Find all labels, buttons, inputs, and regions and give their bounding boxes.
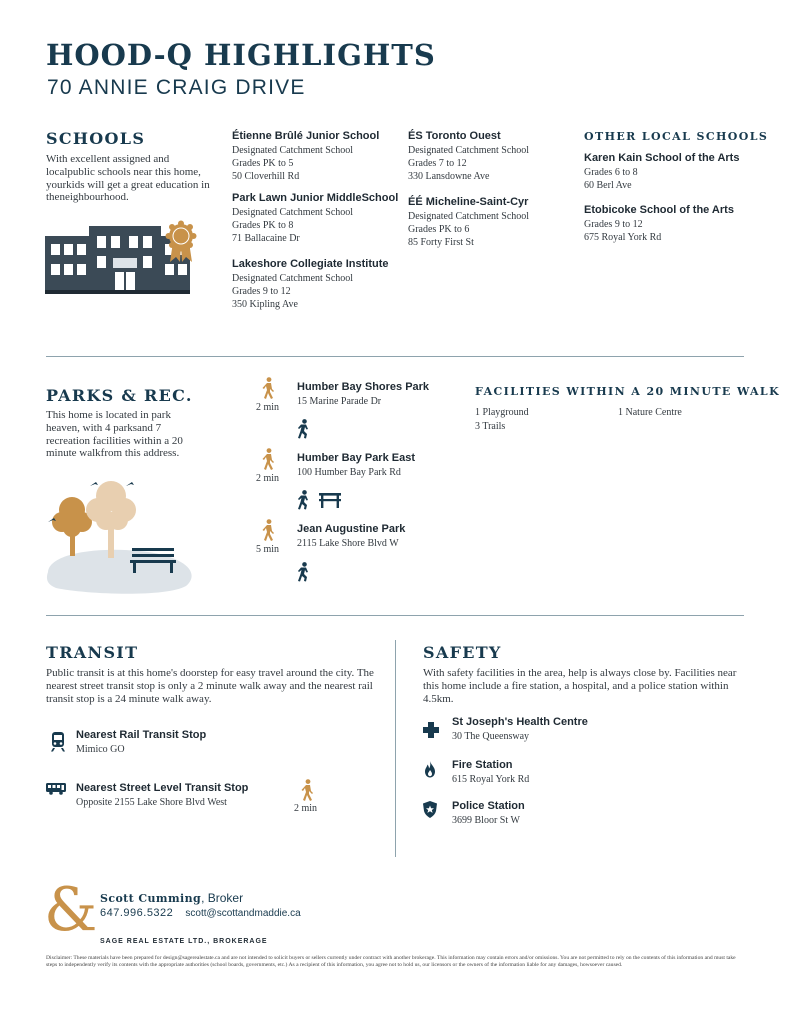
school-park-lawn: Park Lawn Junior MiddleSchool Designated Catchment School Grades PK to 8 71 Ballacaine Dr	[232, 192, 402, 245]
transit-heading: TRANSIT	[46, 643, 139, 662]
trail-runner-icon	[296, 490, 310, 510]
school-karen-kain: Karen Kain School of the Arts Grades 6 to 8 60 Berl Ave	[584, 152, 754, 192]
park-name: Humber Bay Shores Park	[297, 381, 430, 393]
trail-runner-icon	[296, 562, 310, 582]
parks-heading: PARKS & REC.	[46, 386, 193, 405]
park-jean-augustine	[297, 523, 467, 550]
school-es-toronto-ouest: ÉS Toronto Ouest Designated Catchment School Grades 7 to 12 330 Lansdowne Ave	[408, 130, 578, 183]
park-name: Jean Augustine Park	[297, 523, 406, 535]
section-divider	[46, 615, 744, 616]
section-divider	[46, 356, 744, 357]
school-ee-micheline: ÉÉ Micheline-Saint-Cyr Designated Catchment School Grades PK to 6 85 Forty First St	[408, 196, 578, 249]
safety-description: With safety facilities in the area, help is always close by. Facilities near this home include a fire station, a hospital, and a police station within 4.5km.	[423, 667, 737, 705]
rail-stop-label: Nearest Rail Transit Stop	[76, 729, 207, 741]
property-address: 70 ANNIE CRAIG DRIVE	[47, 76, 306, 99]
school-name: ÉS Toronto Ouest	[408, 130, 501, 142]
safety-address: 3699 Bloor St W	[452, 815, 520, 826]
train-icon	[50, 732, 66, 752]
other-schools-heading: OTHER LOCAL SCHOOLS	[584, 130, 769, 143]
walk-icon	[260, 519, 276, 541]
school-name: ÉÉ Micheline-Saint-Cyr	[408, 196, 529, 208]
street-stop-label: Nearest Street Level Transit Stop	[76, 782, 249, 794]
school-name: Etobicoke School of the Arts	[584, 204, 734, 216]
transit-description: Public transit is at this home's doorstep for easy travel around the city. The nearest street transit stop is only a 2 minute walk away and the nearest rail transit stop is a 24 minute walk away.	[46, 667, 374, 705]
police-badge-icon	[423, 801, 437, 818]
agent-email[interactable]: scott@scottandmaddie.ca	[185, 908, 301, 919]
agent-name: Scott Cumming	[100, 892, 202, 905]
walk-time: 2 min	[256, 473, 280, 484]
walk-time: 2 min	[256, 402, 280, 413]
school-name: Karen Kain School of the Arts	[584, 152, 740, 164]
nearest-rail-stop	[76, 729, 376, 756]
street-stop-value: Opposite 2155 Lake Shore Blvd West	[76, 797, 227, 808]
school-etienne-brule: Étienne Brûlé Junior School Designated Catchment School Grades PK to 5 50 Cloverhill Rd	[232, 130, 402, 183]
safety-name: Fire Station	[452, 759, 513, 771]
park-address: 2115 Lake Shore Blvd W	[297, 538, 399, 549]
safety-address: 615 Royal York Rd	[452, 774, 530, 785]
hospital-cross-icon	[423, 722, 439, 738]
parks-description: This home is located in park heaven, with 4 parksand 7 recreation facilities within a 20 minute walkfrom this address.	[46, 409, 183, 460]
facility-playground: 1 Playground	[475, 407, 529, 418]
walk-time: 5 min	[256, 544, 280, 555]
bus-icon	[46, 783, 66, 795]
school-etobicoke-arts: Etobicoke School of the Arts Grades 9 to 12 675 Royal York Rd	[584, 204, 754, 244]
walk-icon	[299, 779, 315, 801]
agent-title: , Broker	[201, 891, 244, 905]
safety-heading: SAFETY	[423, 643, 502, 662]
facility-trails: 3 Trails	[475, 421, 506, 432]
disclaimer: Disclaimer: These materials have been prepared for design@sagerealestate.ca and are not intended to solicit buyers or sellers currently under contract with another brokerage. This information may contain errors and/or omissions. You are not permitted to rely on the contents of this information and must take steps to independently verify its contents with the appropriate authorities (school boards, governments, etc.) As a recipient of this information, you agree not to hold us, our licensors or the owners of the information liable for any damages, howsoever caused.	[46, 955, 736, 969]
park-trees-icon	[44, 474, 200, 594]
ampersand-logo-icon: &	[44, 875, 98, 945]
park-address: 15 Marine Parade Dr	[297, 396, 382, 407]
page-title: HOOD-Q HIGHLIGHTS	[46, 38, 436, 72]
school-name: Lakeshore Collegiate Institute	[232, 258, 389, 270]
facilities-heading: FACILITIES WITHIN A 20 MINUTE WALK	[475, 385, 781, 398]
school-name: Park Lawn Junior MiddleSchool	[232, 192, 399, 204]
agent-line	[100, 891, 243, 906]
park-name: Humber Bay Park East	[297, 452, 415, 464]
safety-name: Police Station	[452, 800, 525, 812]
walk-icon	[260, 377, 276, 399]
safety-police-station	[452, 800, 742, 827]
safety-name: St Joseph's Health Centre	[452, 716, 588, 728]
award-seal-icon	[164, 220, 198, 264]
agent-contact	[100, 907, 301, 919]
nearest-street-stop	[76, 782, 296, 809]
walk-time: 2 min	[294, 803, 318, 814]
school-name: Étienne Brûlé Junior School	[232, 130, 380, 142]
park-humber-bay-shores	[297, 381, 467, 408]
rail-stop-value: Mimico GO	[76, 744, 125, 755]
park-address: 100 Humber Bay Park Rd	[297, 467, 401, 478]
trail-runner-icon	[296, 419, 310, 439]
facility-nature-centre: 1 Nature Centre	[618, 407, 682, 418]
agent-phone[interactable]: 647.996.5322	[100, 907, 174, 919]
brokerage-name: SAGE REAL ESTATE LTD., BROKERAGE	[100, 938, 268, 945]
park-humber-bay-east	[297, 452, 467, 479]
schools-heading: SCHOOLS	[46, 129, 146, 148]
picnic-table-icon	[318, 491, 342, 509]
schools-description: With excellent assigned and localpublic schools near this home, yourkids will get a great education in theneighbourhood.	[46, 153, 210, 204]
column-divider	[395, 640, 396, 857]
school-lakeshore-collegiate: Lakeshore Collegiate Institute Designated Catchment School Grades 9 to 12 350 Kipling Ave	[232, 258, 402, 311]
walk-icon	[260, 448, 276, 470]
safety-hospital	[452, 716, 742, 743]
fire-icon	[424, 761, 436, 778]
safety-address: 30 The Queensway	[452, 731, 530, 742]
safety-fire-station	[452, 759, 742, 786]
